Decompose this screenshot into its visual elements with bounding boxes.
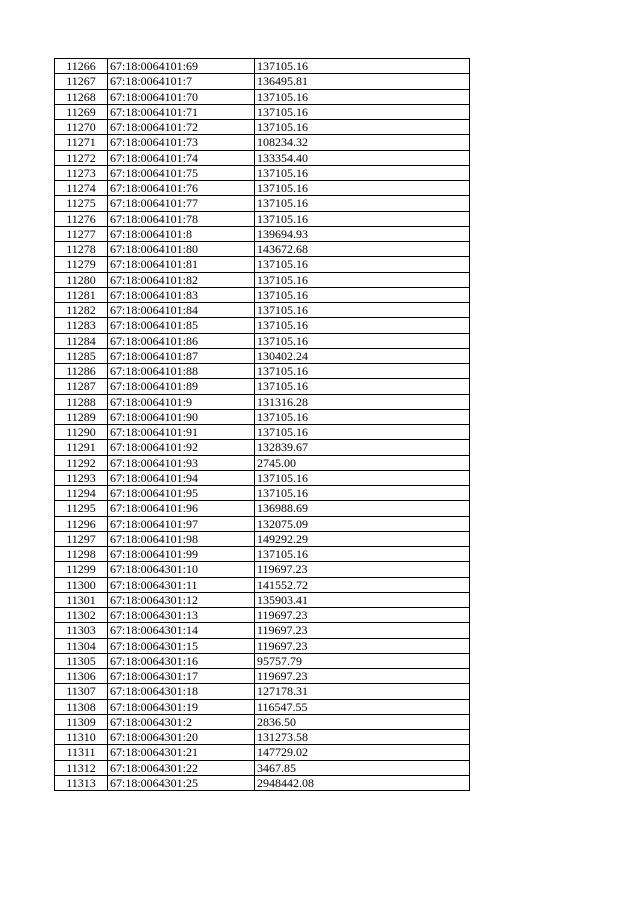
cadastral-number-cell: 67:18:0064101:73 [108,135,255,150]
cadastral-value-cell: 132839.67 [255,440,470,455]
cadastral-value-cell: 137105.16 [255,120,470,135]
row-number-cell: 11303 [55,623,108,638]
cadastral-number-cell: 67:18:0064101:88 [108,364,255,379]
row-number-cell: 11272 [55,150,108,165]
cadastral-number-cell: 67:18:0064101:76 [108,181,255,196]
cadastral-number-cell: 67:18:0064301:25 [108,775,255,790]
cadastral-number-cell: 67:18:0064301:18 [108,684,255,699]
cadastral-number-cell: 67:18:0064101:87 [108,348,255,363]
table-row [55,455,470,470]
table-row [55,775,470,790]
cadastral-value-cell: 137105.16 [255,547,470,562]
cadastral-number-cell: 67:18:0064101:81 [108,257,255,272]
cadastral-number-cell: 67:18:0064101:99 [108,547,255,562]
row-number-cell: 11279 [55,257,108,272]
row-number-cell: 11267 [55,74,108,89]
cadastral-number-cell: 67:18:0064101:96 [108,501,255,516]
cadastral-value-cell: 3467.85 [255,760,470,775]
row-number-cell: 11294 [55,486,108,501]
row-number-cell: 11283 [55,318,108,333]
row-number-cell: 11268 [55,89,108,104]
row-number-cell: 11307 [55,684,108,699]
cadastral-value-cell: 137105.16 [255,379,470,394]
table-row [55,577,470,592]
row-number-cell: 11296 [55,516,108,531]
cadastral-number-cell: 67:18:0064301:21 [108,745,255,760]
row-number-cell: 11309 [55,714,108,729]
cadastral-number-cell: 67:18:0064301:20 [108,730,255,745]
row-number-cell: 11273 [55,165,108,180]
cadastral-value-cell: 108234.32 [255,135,470,150]
table-row [55,760,470,775]
cadastral-number-cell: 67:18:0064101:84 [108,303,255,318]
cadastral-value-cell: 137105.16 [255,89,470,104]
row-number-cell: 11284 [55,333,108,348]
cadastral-number-cell: 67:18:0064101:82 [108,272,255,287]
cadastral-value-cell: 149292.29 [255,531,470,546]
row-number-cell: 11310 [55,730,108,745]
table-row [55,211,470,226]
cadastral-value-cell: 95757.79 [255,653,470,668]
cadastral-value-cell: 119697.23 [255,562,470,577]
row-number-cell: 11290 [55,425,108,440]
cadastral-number-cell: 67:18:0064101:78 [108,211,255,226]
cadastral-value-cell: 119697.23 [255,669,470,684]
cadastral-value-cell: 139694.93 [255,226,470,241]
table-row [55,409,470,424]
row-number-cell: 11297 [55,531,108,546]
cadastral-number-cell: 67:18:0064301:2 [108,714,255,729]
table-row [55,425,470,440]
cadastral-value-cell: 137105.16 [255,165,470,180]
row-number-cell: 11308 [55,699,108,714]
row-number-cell: 11285 [55,348,108,363]
cadastral-number-cell: 67:18:0064101:98 [108,531,255,546]
cadastral-value-cell: 137105.16 [255,272,470,287]
cadastral-value-cell: 2745.00 [255,455,470,470]
cadastral-value-cell: 137105.16 [255,425,470,440]
row-number-cell: 11269 [55,104,108,119]
row-number-cell: 11301 [55,592,108,607]
row-number-cell: 11312 [55,760,108,775]
cadastral-number-cell: 67:18:0064101:80 [108,242,255,257]
table-row [55,623,470,638]
table-row [55,348,470,363]
cadastral-value-cell: 135903.41 [255,592,470,607]
cadastral-number-cell: 67:18:0064301:10 [108,562,255,577]
table-row [55,379,470,394]
cadastral-value-cell: 116547.55 [255,699,470,714]
table-row [55,181,470,196]
row-number-cell: 11266 [55,59,108,74]
cadastral-number-cell: 67:18:0064301:17 [108,669,255,684]
row-number-cell: 11305 [55,653,108,668]
table-row [55,470,470,485]
cadastral-number-cell: 67:18:0064301:14 [108,623,255,638]
cadastral-number-cell: 67:18:0064101:90 [108,409,255,424]
row-number-cell: 11293 [55,470,108,485]
row-number-cell: 11302 [55,608,108,623]
table-row [55,684,470,699]
cadastral-value-cell: 119697.23 [255,638,470,653]
table-body [55,59,470,791]
cadastral-value-cell: 137105.16 [255,181,470,196]
table-row [55,486,470,501]
table-row [55,257,470,272]
table-row [55,196,470,211]
table-row [55,592,470,607]
row-number-cell: 11282 [55,303,108,318]
row-number-cell: 11288 [55,394,108,409]
row-number-cell: 11291 [55,440,108,455]
row-number-cell: 11295 [55,501,108,516]
table-row [55,516,470,531]
table-row [55,318,470,333]
cadastral-number-cell: 67:18:0064101:97 [108,516,255,531]
cadastral-number-cell: 67:18:0064101:85 [108,318,255,333]
cadastral-value-cell: 137105.16 [255,470,470,485]
cadastral-number-cell: 67:18:0064101:93 [108,455,255,470]
cadastral-value-table [54,58,470,791]
table-row [55,638,470,653]
cadastral-value-cell: 2836.50 [255,714,470,729]
table-row [55,669,470,684]
cadastral-number-cell: 67:18:0064101:94 [108,470,255,485]
cadastral-number-cell: 67:18:0064101:91 [108,425,255,440]
cadastral-number-cell: 67:18:0064301:19 [108,699,255,714]
cadastral-number-cell: 67:18:0064101:92 [108,440,255,455]
table-row [55,242,470,257]
table-row [55,745,470,760]
cadastral-value-cell: 131316.28 [255,394,470,409]
cadastral-value-cell: 147729.02 [255,745,470,760]
row-number-cell: 11304 [55,638,108,653]
table-row [55,120,470,135]
table-row [55,440,470,455]
cadastral-value-cell: 141552.72 [255,577,470,592]
table-row [55,104,470,119]
cadastral-value-cell: 137105.16 [255,59,470,74]
row-number-cell: 11306 [55,669,108,684]
cadastral-value-cell: 119697.23 [255,608,470,623]
cadastral-value-cell: 137105.16 [255,104,470,119]
table-row [55,501,470,516]
cadastral-value-cell: 137105.16 [255,364,470,379]
table-row [55,59,470,74]
table-row [55,150,470,165]
cadastral-value-cell: 136495.81 [255,74,470,89]
table-row [55,531,470,546]
row-number-cell: 11298 [55,547,108,562]
cadastral-value-cell: 137105.16 [255,318,470,333]
row-number-cell: 11292 [55,455,108,470]
table-row [55,562,470,577]
cadastral-value-cell: 133354.40 [255,150,470,165]
cadastral-value-cell: 136988.69 [255,501,470,516]
row-number-cell: 11300 [55,577,108,592]
cadastral-number-cell: 67:18:0064101:9 [108,394,255,409]
table-row [55,699,470,714]
table-row [55,89,470,104]
cadastral-number-cell: 67:18:0064101:8 [108,226,255,241]
table-row [55,547,470,562]
row-number-cell: 11276 [55,211,108,226]
cadastral-number-cell: 67:18:0064301:15 [108,638,255,653]
cadastral-value-cell: 131273.58 [255,730,470,745]
cadastral-number-cell: 67:18:0064101:69 [108,59,255,74]
cadastral-number-cell: 67:18:0064101:71 [108,104,255,119]
row-number-cell: 11289 [55,409,108,424]
cadastral-value-cell: 137105.16 [255,303,470,318]
table-row [55,730,470,745]
cadastral-value-cell: 137105.16 [255,333,470,348]
table-row [55,74,470,89]
cadastral-number-cell: 67:18:0064101:86 [108,333,255,348]
table-row [55,608,470,623]
row-number-cell: 11287 [55,379,108,394]
row-number-cell: 11271 [55,135,108,150]
cadastral-value-cell: 132075.09 [255,516,470,531]
cadastral-number-cell: 67:18:0064101:70 [108,89,255,104]
cadastral-value-cell: 130402.24 [255,348,470,363]
table-row [55,272,470,287]
table-row [55,226,470,241]
cadastral-number-cell: 67:18:0064301:13 [108,608,255,623]
cadastral-value-cell: 137105.16 [255,486,470,501]
row-number-cell: 11275 [55,196,108,211]
table-row [55,333,470,348]
cadastral-value-cell: 137105.16 [255,287,470,302]
cadastral-number-cell: 67:18:0064101:72 [108,120,255,135]
row-number-cell: 11299 [55,562,108,577]
cadastral-number-cell: 67:18:0064101:95 [108,486,255,501]
cadastral-value-cell: 2948442.08 [255,775,470,790]
cadastral-number-cell: 67:18:0064101:83 [108,287,255,302]
cadastral-number-cell: 67:18:0064101:7 [108,74,255,89]
row-number-cell: 11313 [55,775,108,790]
cadastral-value-cell: 137105.16 [255,196,470,211]
cadastral-value-cell: 127178.31 [255,684,470,699]
table-row [55,714,470,729]
cadastral-number-cell: 67:18:0064301:16 [108,653,255,668]
row-number-cell: 11277 [55,226,108,241]
cadastral-value-cell: 137105.16 [255,211,470,226]
cadastral-number-cell: 67:18:0064301:11 [108,577,255,592]
cadastral-value-cell: 119697.23 [255,623,470,638]
row-number-cell: 11281 [55,287,108,302]
row-number-cell: 11270 [55,120,108,135]
table-row [55,165,470,180]
table-row [55,135,470,150]
table-row [55,303,470,318]
cadastral-number-cell: 67:18:0064101:74 [108,150,255,165]
table-row [55,287,470,302]
cadastral-value-cell: 137105.16 [255,257,470,272]
row-number-cell: 11280 [55,272,108,287]
row-number-cell: 11311 [55,745,108,760]
row-number-cell: 11278 [55,242,108,257]
table-row [55,394,470,409]
cadastral-number-cell: 67:18:0064101:75 [108,165,255,180]
cadastral-number-cell: 67:18:0064101:89 [108,379,255,394]
cadastral-number-cell: 67:18:0064301:22 [108,760,255,775]
cadastral-number-cell: 67:18:0064101:77 [108,196,255,211]
table-row [55,653,470,668]
row-number-cell: 11286 [55,364,108,379]
cadastral-value-cell: 137105.16 [255,409,470,424]
cadastral-number-cell: 67:18:0064301:12 [108,592,255,607]
cadastral-value-cell: 143672.68 [255,242,470,257]
row-number-cell: 11274 [55,181,108,196]
table-row [55,364,470,379]
